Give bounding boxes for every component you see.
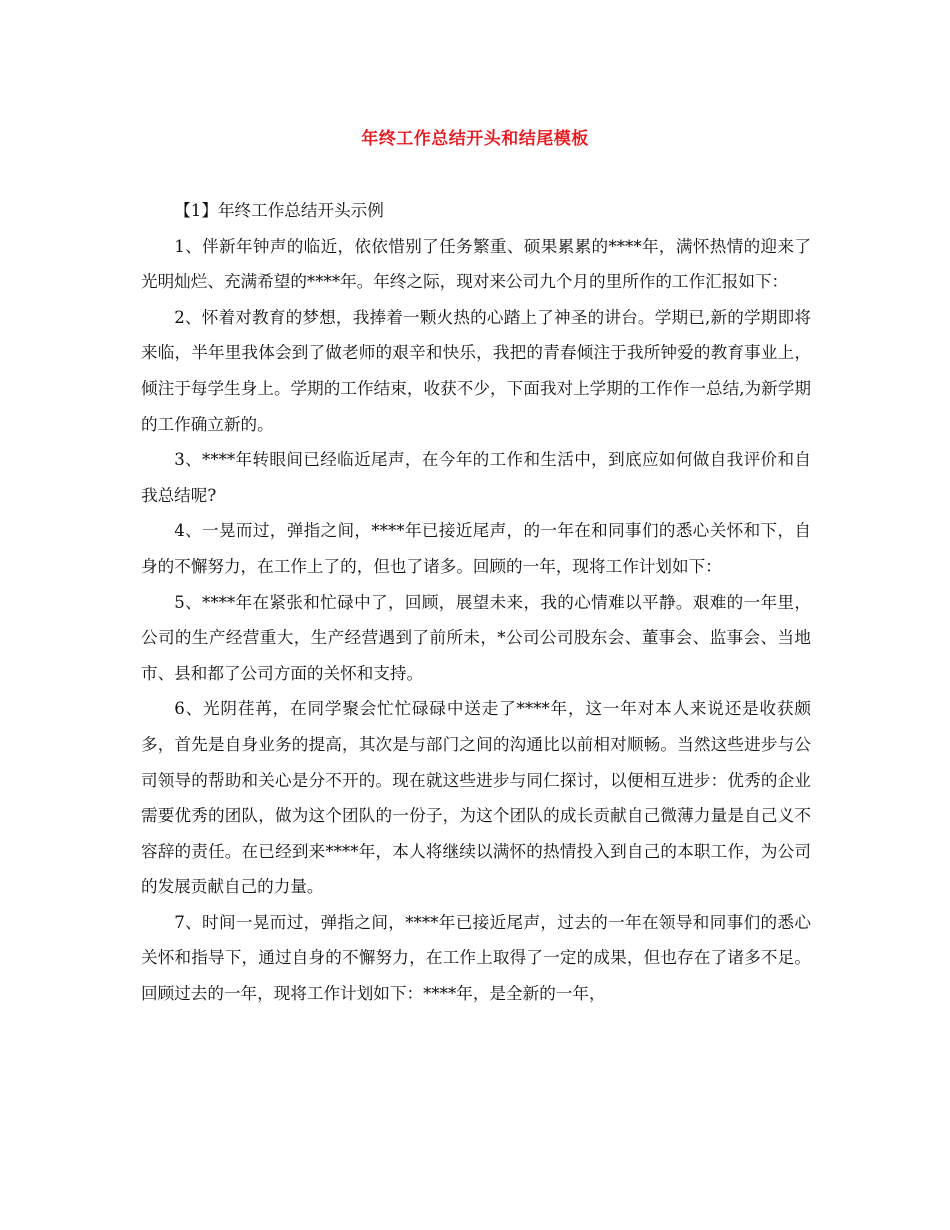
paragraph-4: 4、一晃而过，弹指之间，****年已接近尾声，的一年在和同事们的悉心关怀和下，自身的不懈努力，在工作上了的，但也了诸多。回顾的一年，现将工作计划如下： — [141, 521, 811, 576]
paragraph-5: 5、****年在紧张和忙碌中了，回顾，展望未来，我的心情难以平静。艰难的一年里，公司的生产经营重大，生产经营遇到了前所未，*公司公司股东会、董事会、监事会、当地市、县和都了公司方面的关怀和支持。 — [141, 592, 811, 683]
section-heading: 【1】年终工作总结开头示例 — [174, 201, 384, 220]
paragraph-6: 6、光阴荏苒，在同学聚会忙忙碌碌中送走了****年，这一年对本人来说还是收获颇多，首先是自身业务的提高，其次是与部门之间的沟通比以前相对顺畅。当然这些进步与公司领导的帮助和关心是分不开的。现在就这些进步与同仁探讨，以便相互进步：优秀的企业需要优秀的团队，做为这个团队的一份子，为这个团队的成长贡献自己微薄力量是自己义不容辞的责任。在已经到来****年，本人将继续以满怀的热情投入到自己的本职工作，为公司的发展贡献自己的力量。 — [141, 699, 811, 897]
paragraph-1: 1、伴新年钟声的临近，依依惜别了任务繁重、硕果累累的****年，满怀热情的迎来了光明灿烂、充满希望的****年。年终之际，现对来公司九个月的里所作的工作汇报如下： — [141, 236, 811, 292]
paragraph-3: 3、****年转眼间已经临近尾声，在今年的工作和生活中，到底应如何做自我评价和自我总结呢? — [141, 450, 811, 505]
paragraph-2: 2、怀着对教育的梦想，我捧着一颗火热的心踏上了神圣的讲台。学期已,新的学期即将来临，半年里我体会到了做老师的艰辛和快乐，我把的青春倾注于我所钟爱的教育事业上，倾注于每学生身上。学期的工作结束，收获不少，下面我对上学期的工作作一总结,为新学期的工作确立新的。 — [141, 307, 811, 434]
paragraph-7: 7、时间一晃而过，弹指之间，****年已接近尾声，过去的一年在领导和同事们的悉心关怀和指导下，通过自身的不懈努力，在工作上取得了一定的成果，但也存在了诸多不足。回顾过去的一年，现将工作计划如下：****年，是全新的一年， — [141, 912, 811, 1004]
document-title: 年终工作总结开头和结尾模板 — [361, 129, 589, 149]
document-body — [141, 193, 811, 1012]
